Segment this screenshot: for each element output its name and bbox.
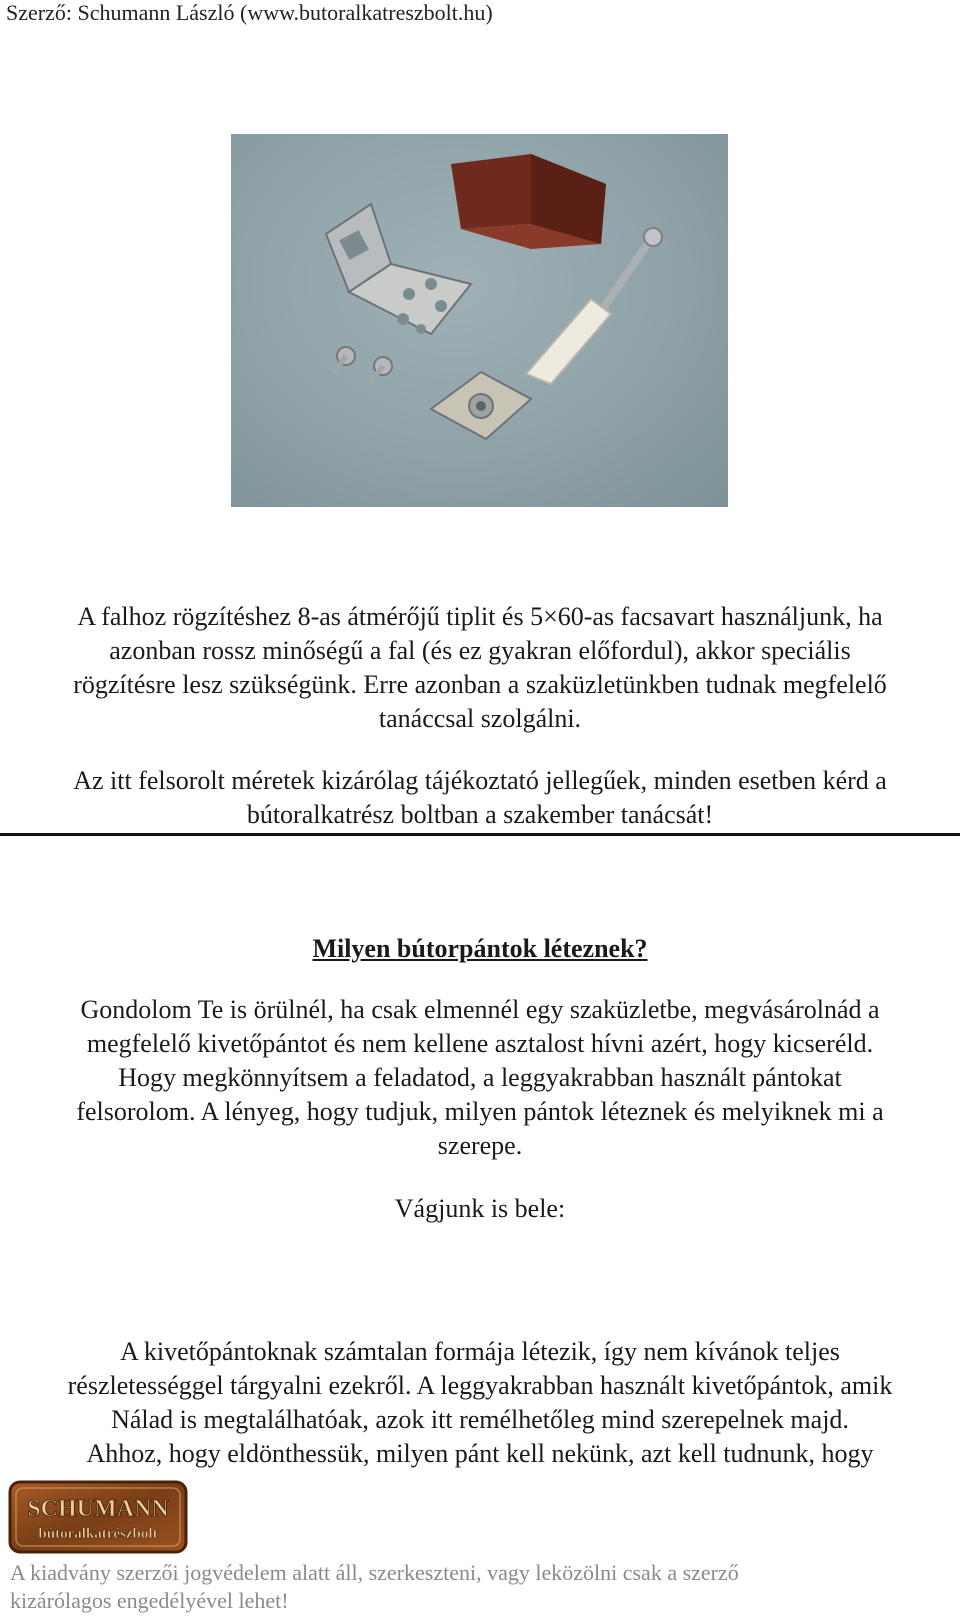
text-line: Hogy megkönnyítsem a feladatod, a leggyakrabban használt pántokat <box>118 1063 842 1092</box>
author-line: Szerző: Schumann László (www.butoralkatreszbolt.hu) <box>6 0 493 25</box>
text-line: A falhoz rögzítéshez 8-as átmérőjű tiplit és 5×60-as facsavart használjunk, ha <box>77 602 883 631</box>
text-line: A kivetőpántoknak számtalan formája létezik, így nem kívánok teljes <box>120 1337 840 1366</box>
paragraph-disclaimer <box>0 764 960 832</box>
paragraph-lets-start: Vágjunk is bele: <box>394 1194 566 1223</box>
text-line: megfelelő kivetőpántot és nem kellene asztalost hívni azért, hogy kicseréld. <box>86 1029 874 1058</box>
paragraph-intro <box>0 993 960 1163</box>
text-line: Nálad is megtalálhatóak, azok itt remélhetőleg mind szerepelnek majd. <box>111 1405 849 1434</box>
mounting-plate-icon <box>431 372 531 439</box>
section-heading: Milyen bútorpántok léteznek? <box>312 934 648 963</box>
text-line: szerepe. <box>437 1131 523 1160</box>
schumann-logo <box>8 1480 188 1554</box>
text-line: Az itt felsorolt méretek kizárólag tájékoztató jellegűek, minden esetben kérd a <box>73 766 887 795</box>
logo-subtitle: bútoralkatrészbolt <box>38 1526 158 1542</box>
text-line: tanáccsal szolgálni. <box>378 704 582 733</box>
copyright-footer <box>10 1559 910 1615</box>
angle-bracket-icon <box>326 204 471 334</box>
logo-title: SCHUMANN <box>27 1496 169 1522</box>
text-line: részletességgel tárgyalni ezekről. A leggyakrabban használt kivetőpántok, amik <box>67 1371 893 1400</box>
horizontal-divider <box>0 833 960 836</box>
product-photo-icon <box>231 134 728 507</box>
small-screws-icon <box>333 347 392 384</box>
text-line: Gondolom Te is örülnél, ha csak elmennél egy szaküzletbe, megvásárolnád a <box>80 995 880 1024</box>
screw-dowel-icon <box>526 228 662 384</box>
paragraph-hinge-types <box>0 1335 960 1471</box>
text-line: bútoralkatrész boltban a szakember tanácsát! <box>246 800 714 829</box>
text-line: kizárólagos engedélyével lehet! <box>10 1588 289 1613</box>
product-photo <box>231 134 728 507</box>
text-line: felsorolom. A lényeg, hogy tudjuk, milyen pántok léteznek és melyiknek mi a <box>76 1097 884 1126</box>
plastic-cover-icon <box>451 154 606 249</box>
paragraph-wall-mounting <box>0 600 960 736</box>
text-line: Ahhoz, hogy eldönthessük, milyen pánt kell nekünk, azt kell tudnunk, hogy <box>86 1439 874 1468</box>
text-line: rögzítésre lesz szükségünk. Erre azonban a szaküzletünkben tudnak megfelelő <box>73 670 887 699</box>
text-line: azonban rossz minőségű a fal (és ez gyakran előfordul), akkor speciális <box>109 636 851 665</box>
text-line: A kiadvány szerzői jogvédelem alatt áll, szerkeszteni, vagy leközölni csak a szerző <box>10 1560 739 1585</box>
